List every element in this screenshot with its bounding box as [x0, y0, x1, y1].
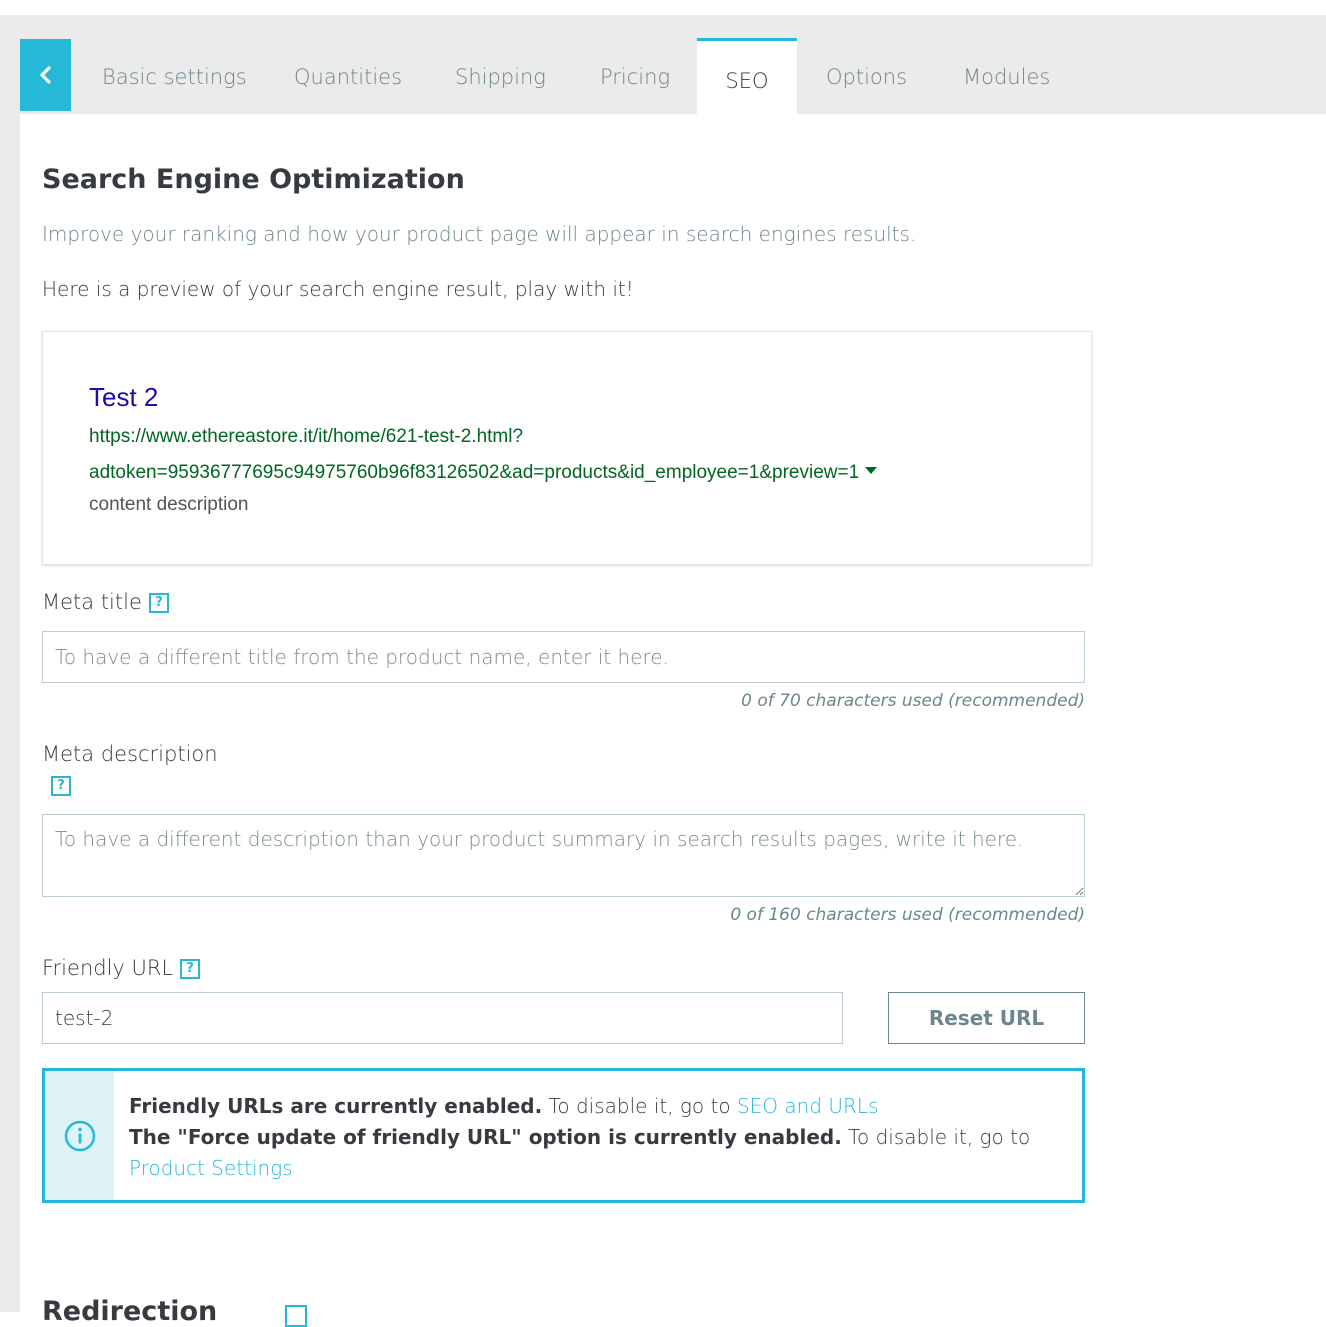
reset-url-button[interactable]: Reset URL — [888, 992, 1085, 1044]
meta-description-label: Meta description — [42, 742, 218, 766]
seo-and-urls-link[interactable]: SEO and URLs — [736, 1094, 879, 1118]
left-gutter — [0, 15, 20, 1312]
alert-line1-bold: Friendly URLs are currently enabled. — [129, 1094, 543, 1118]
meta-title-label: Meta title — [42, 590, 142, 614]
alert-icon-strip — [45, 1071, 114, 1200]
alert-line2-bold: The "Force update of friendly URL" option is currently enabled. — [129, 1125, 842, 1149]
tab-shipping[interactable]: Shipping — [455, 65, 546, 89]
alert-line1-text: To disable it, go to — [542, 1094, 737, 1118]
tab-basic-settings[interactable]: Basic settings — [102, 65, 247, 89]
info-circle-icon — [63, 1119, 97, 1153]
alert-line-friendly-urls — [129, 1091, 1069, 1122]
back-button[interactable] — [20, 39, 71, 111]
friendly-url-input[interactable] — [42, 992, 843, 1044]
meta-title-input[interactable] — [42, 631, 1085, 683]
alert-message — [129, 1091, 1069, 1184]
caret-down-icon — [865, 467, 877, 474]
section-subtitle: Improve your ranking and how your product page will appear in search engines results. — [42, 222, 917, 246]
alert-line2-text: To disable it, go to — [841, 1125, 1031, 1149]
preview-title: Test 2 — [89, 382, 159, 412]
alert-line-force-update — [129, 1122, 1069, 1184]
meta-title-help-icon[interactable]: ? — [149, 593, 169, 613]
friendly-url-help-icon[interactable]: ? — [180, 959, 200, 979]
tab-seo[interactable]: SEO — [697, 38, 797, 116]
redirection-help-icon[interactable] — [285, 1305, 307, 1327]
meta-description-help-icon[interactable]: ? — [51, 776, 71, 796]
redirection-heading: Redirection — [42, 1296, 218, 1327]
meta-description-input[interactable] — [42, 814, 1085, 897]
meta-title-counter: 0 of 70 characters used (recommended) — [741, 691, 1085, 711]
tab-options[interactable]: Options — [826, 65, 908, 89]
preview-url-line1: https://www.ethereastore.it/it/home/621-test-2.html? — [89, 426, 524, 447]
preview-intro: Here is a preview of your search engine result, play with it! — [42, 277, 634, 301]
preview-url-line2 — [89, 462, 877, 484]
chevron-left-icon — [39, 65, 53, 85]
section-title: Search Engine Optimization — [42, 164, 465, 195]
search-preview-card — [42, 331, 1092, 565]
meta-description-counter: 0 of 160 characters used (recommended) — [730, 905, 1085, 925]
preview-description: content description — [89, 494, 249, 515]
tab-pricing[interactable]: Pricing — [600, 65, 671, 89]
product-settings-link[interactable]: Product Settings — [129, 1156, 293, 1180]
preview-url-text: adtoken=95936777695c94975760b96f83126502&ad=products&id_employee=1&preview=1 — [89, 462, 860, 483]
friendly-url-label: Friendly URL — [42, 956, 174, 980]
tab-quantities[interactable]: Quantities — [294, 65, 403, 89]
tab-modules[interactable]: Modules — [963, 65, 1051, 89]
top-strip — [0, 0, 1326, 15]
friendly-url-info-alert — [42, 1068, 1085, 1203]
